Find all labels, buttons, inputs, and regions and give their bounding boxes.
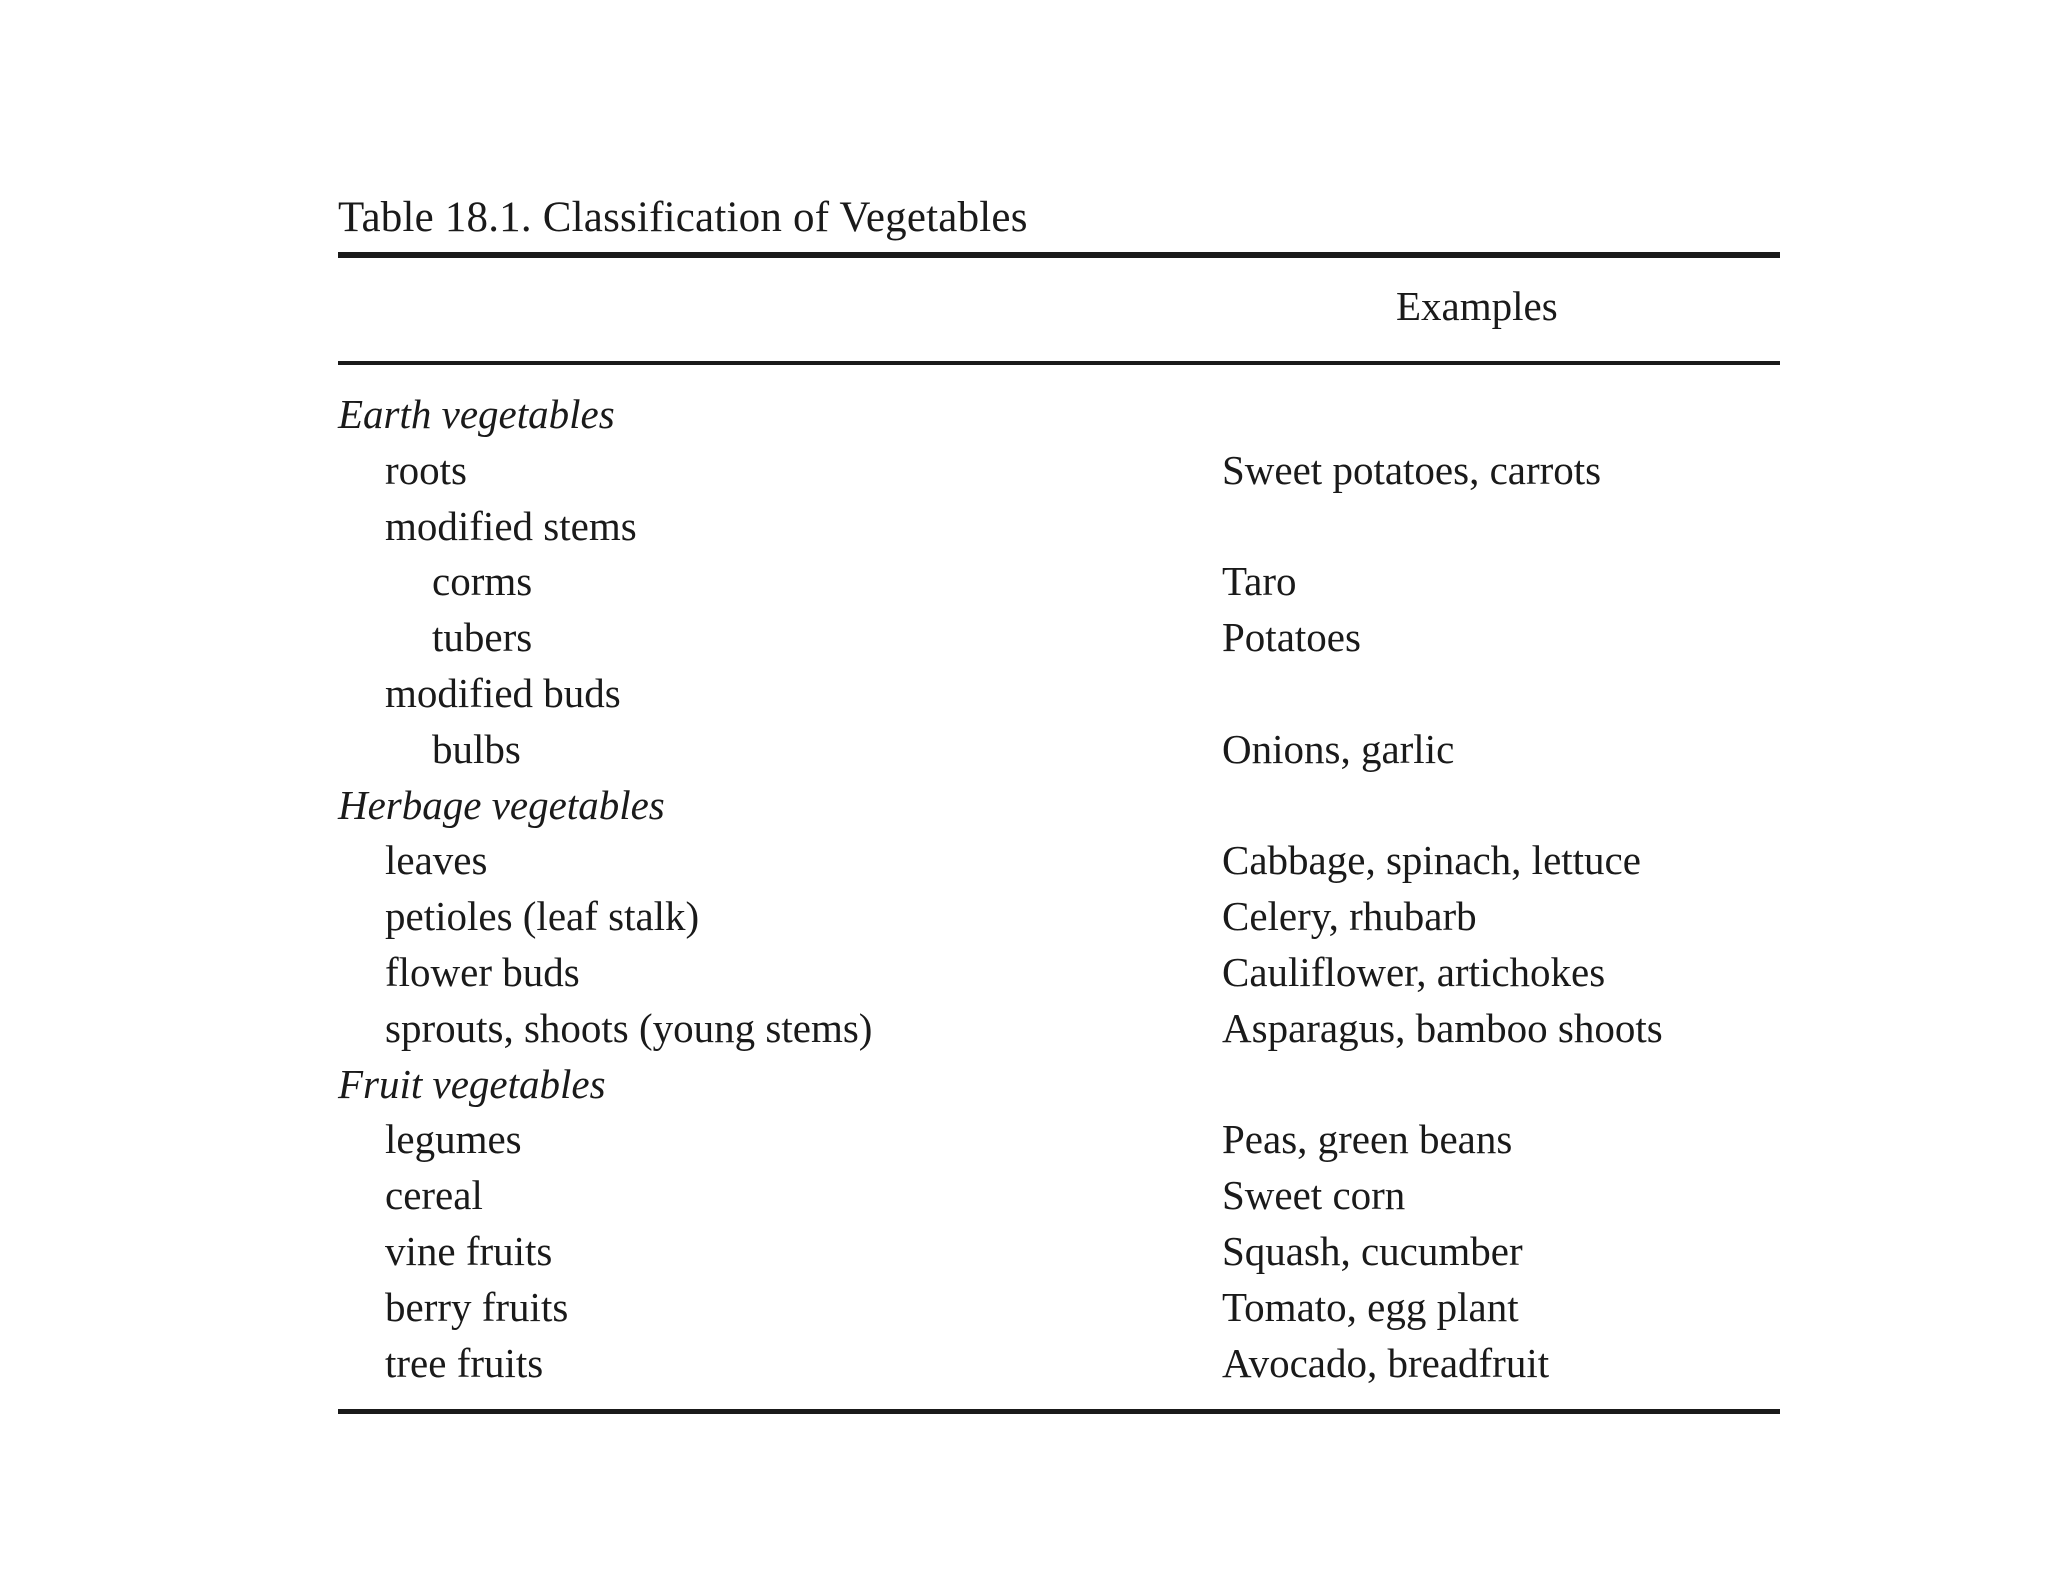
examples-cell: Squash, cucumber	[1222, 1227, 1523, 1274]
subcategory-label: vine fruits	[385, 1227, 553, 1274]
category-row	[338, 387, 1780, 443]
examples-cell: Sweet potatoes, carrots	[1222, 446, 1602, 493]
subcategory-label: leaves	[385, 837, 488, 884]
examples-cell: Asparagus, bamboo shoots	[1222, 1004, 1663, 1051]
examples-cell: Peas, green beans	[1222, 1116, 1513, 1163]
subcategory-label: flower buds	[385, 948, 580, 995]
table-row	[338, 722, 1780, 778]
subcategory-label: tree fruits	[385, 1339, 544, 1386]
examples-column-header: Examples	[1396, 283, 1558, 329]
table-row	[338, 1168, 1780, 1224]
table-row	[338, 499, 1780, 555]
table-row	[338, 1001, 1780, 1057]
table-row	[338, 554, 1780, 610]
table-row	[338, 889, 1780, 945]
category-row	[338, 778, 1780, 834]
examples-cell: Celery, rhubarb	[1222, 893, 1477, 940]
examples-cell: Cauliflower, artichokes	[1222, 948, 1606, 995]
subcategory-label: sprouts, shoots (young stems)	[385, 1004, 873, 1051]
table-row	[338, 833, 1780, 889]
table-row	[338, 443, 1780, 499]
subcategory-label: modified buds	[385, 669, 621, 716]
examples-cell: Cabbage, spinach, lettuce	[1222, 837, 1641, 884]
examples-cell: Potatoes	[1222, 614, 1361, 661]
category-label: Herbage vegetables	[338, 781, 665, 828]
subcategory-label: bulbs	[432, 725, 521, 772]
table-row	[338, 1280, 1780, 1336]
table-row	[338, 666, 1780, 722]
subcategory-label: roots	[385, 446, 467, 493]
examples-cell: Tomato, egg plant	[1222, 1283, 1519, 1330]
table-row	[338, 610, 1780, 666]
vegetable-classification-table	[338, 190, 1780, 1414]
category-label: Fruit vegetables	[338, 1060, 606, 1107]
bottom-rule	[338, 1409, 1780, 1414]
subcategory-label: tubers	[432, 614, 533, 661]
subcategory-label: petioles (leaf stalk)	[385, 893, 700, 940]
table-row	[338, 1224, 1780, 1280]
table-header	[338, 258, 1780, 361]
examples-cell: Sweet corn	[1222, 1172, 1406, 1219]
subcategory-label: berry fruits	[385, 1283, 569, 1330]
table-row	[338, 1336, 1780, 1392]
examples-cell: Onions, garlic	[1222, 725, 1455, 772]
category-row	[338, 1057, 1780, 1113]
table-body	[338, 365, 1780, 1409]
examples-cell: Taro	[1222, 558, 1297, 605]
subcategory-label: modified stems	[385, 502, 637, 549]
subcategory-label: cereal	[385, 1172, 483, 1219]
table-caption: Table 18.1. Classification of Vegetables	[338, 194, 1028, 241]
examples-cell: Avocado, breadfruit	[1222, 1339, 1550, 1386]
subcategory-label: corms	[432, 558, 533, 605]
table-row	[338, 1112, 1780, 1168]
table-row	[338, 945, 1780, 1001]
subcategory-label: legumes	[385, 1116, 522, 1163]
category-label: Earth vegetables	[338, 391, 615, 437]
